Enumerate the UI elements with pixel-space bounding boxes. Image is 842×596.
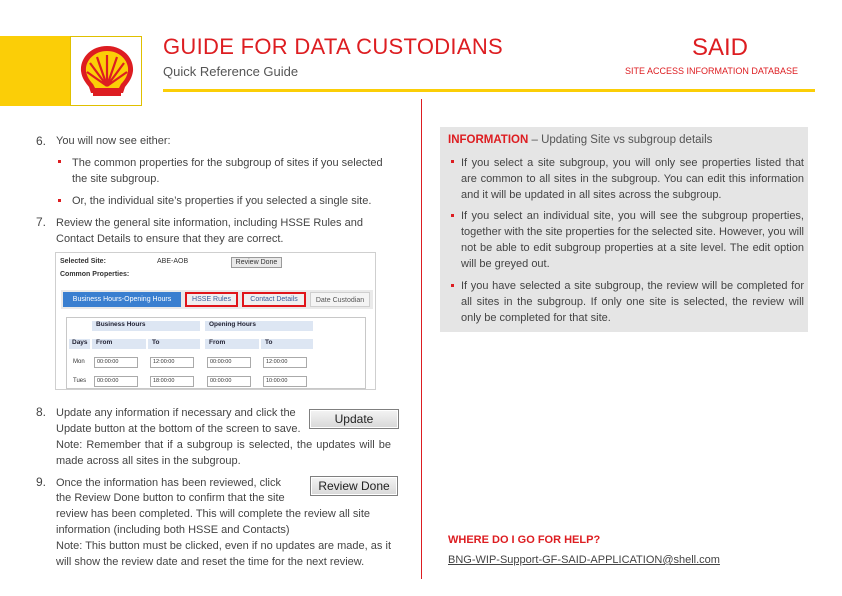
bullet-marker	[451, 284, 454, 287]
shot-review-done-button: Review Done	[231, 257, 282, 268]
page-subtitle: Quick Reference Guide	[163, 64, 299, 79]
time-cell: 10:00:00	[263, 376, 307, 387]
app-full-name: SITE ACCESS INFORMATION DATABASE	[625, 66, 799, 76]
step-9-line-2: the Review Done button to confirm that the site	[56, 492, 285, 504]
time-cell: 12:00:00	[263, 357, 307, 368]
info-bullet-2: If you select an individual site, you will see the subgroup properties, together with the site properties for the selected site. However, you will not be able to edit subgroup properties at a site level. The edit option will be greyed out.	[461, 210, 805, 270]
info-label: INFORMATION	[448, 134, 529, 146]
shell-pecten-icon	[77, 43, 137, 101]
group-header-business: Business Hours	[92, 321, 200, 331]
time-cell: 00:00:00	[94, 376, 138, 387]
step-6-text: You will now see either:	[56, 135, 171, 147]
shot-tab-bar	[61, 290, 373, 309]
info-title-rest: – Updating Site vs subgroup details	[531, 134, 713, 146]
update-button-image: Update	[309, 409, 399, 429]
step-6-bullet-2: Or, the individual site’s properties if you selected a single site.	[72, 195, 372, 207]
time-cell: 12:00:00	[150, 357, 194, 368]
info-bullet-1: If you select a site subgroup, you will only see properties listed that are common to all sites in the subgroup. You can edit this information and it will be updated in all sites across the subgroup.	[461, 157, 804, 201]
col-header-days: Days	[69, 339, 90, 349]
step-6-bullet-1: The common properties for the subgroup of sites if you selected the site subgroup.	[72, 157, 383, 185]
bullet-marker	[451, 160, 454, 163]
time-cell: 00:00:00	[94, 357, 138, 368]
time-cell: 18:00:00	[150, 376, 194, 387]
help-title: WHERE DO I GO FOR HELP?	[448, 534, 601, 546]
step-9-note: Note: This button must be clicked, even if no updates are made, as it will show the review date and reset the time for the next review.	[56, 540, 391, 568]
review-done-button-image: Review Done	[310, 476, 398, 496]
time-cell: 00:00:00	[207, 376, 251, 387]
help-email-link[interactable]: BNG-WIP-Support-GF-SAID-APPLICATION@shell.com	[448, 554, 720, 566]
tab-contact-details: Contact Details	[242, 292, 306, 307]
step-9-number: 9.	[36, 475, 47, 489]
header-rule	[163, 89, 815, 92]
site-properties-screenshot	[55, 252, 376, 390]
col-header-to: To	[261, 339, 313, 349]
col-header-from: From	[92, 339, 146, 349]
column-divider	[421, 99, 422, 579]
step-7-number: 7.	[36, 215, 47, 229]
shell-logo	[70, 36, 142, 106]
page-title: GUIDE FOR DATA CUSTODIANS	[163, 34, 503, 59]
step-8-note: Note: Remember that if a subgroup is selected, the updates will be made across all sites in the subgroup.	[56, 439, 391, 467]
selected-site-label: Selected Site:	[60, 258, 106, 265]
selected-site-value: ABE-AOB	[157, 258, 189, 265]
bullet-marker	[58, 199, 61, 202]
tab-hsse-rules: HSSE Rules	[185, 292, 238, 307]
step-8-number: 8.	[36, 405, 47, 419]
col-header-to: To	[148, 339, 200, 349]
app-name: SAID	[692, 34, 749, 61]
step-8-line-2: Update button at the bottom of the screen to save.	[56, 423, 301, 435]
group-header-opening: Opening Hours	[205, 321, 313, 331]
time-cell: 00:00:00	[207, 357, 251, 368]
step-8-line-1: Update any information if necessary and click the	[56, 407, 296, 419]
info-bullet-3: If you have selected a site subgroup, the review will be completed for all sites in the subgroup. If only one site is selected, the review will only be completed for that site.	[461, 280, 804, 324]
hours-table	[66, 317, 366, 389]
tab-business-hours: Business Hours-Opening Hours	[63, 292, 181, 307]
row-day: Tues	[73, 378, 87, 384]
step-9-line-1: Once the information has been reviewed, click	[56, 477, 282, 489]
header-yellow-band	[0, 36, 70, 106]
step-9-line-3: review has been completed. This will complete the review all site information (including both HSSE and Contacts)	[56, 508, 371, 536]
step-7-text: Review the general site information, including HSSE Rules and Contact Details to ensure that they are correct.	[56, 217, 363, 245]
info-title	[448, 134, 712, 146]
tab-date-custodian: Date Custodian	[310, 292, 370, 307]
common-properties-label: Common Properties:	[60, 271, 130, 278]
bullet-marker	[58, 160, 61, 163]
row-day: Mon	[73, 359, 85, 365]
col-header-from: From	[205, 339, 259, 349]
bullet-marker	[451, 214, 454, 217]
step-6-number: 6.	[36, 134, 47, 148]
